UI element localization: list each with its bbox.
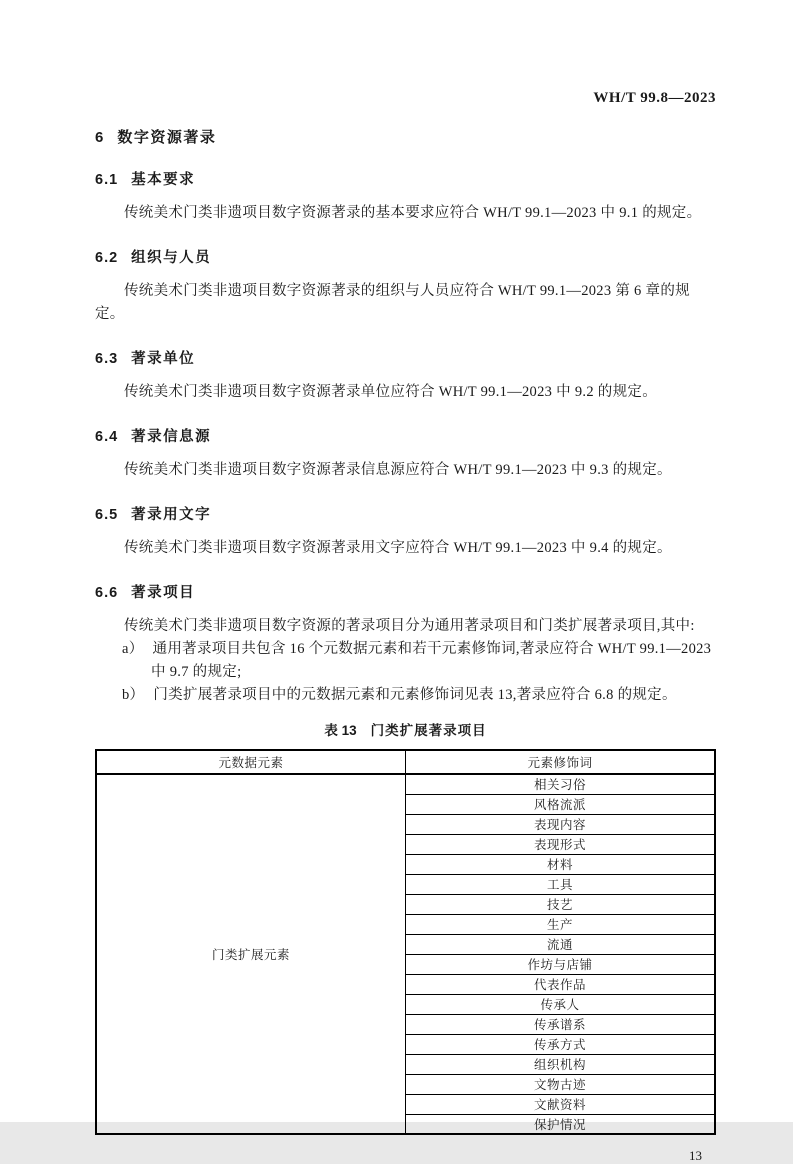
- clause-number: 6.5: [95, 507, 119, 523]
- clause-number: 6.6: [95, 585, 119, 601]
- list-text-a: 通用著录项目共包含 16 个元数据元素和若干元素修饰词,著录应符合 WH/T 99.1—2023 中 9.7 的规定;: [151, 641, 712, 680]
- clause-title: 组织与人员: [131, 250, 212, 266]
- table-caption-label: 表 13: [324, 723, 357, 738]
- clause-title: 数字资源著录: [117, 129, 217, 146]
- clause-title: 著录项目: [131, 585, 196, 601]
- clause-6-2-heading: [95, 246, 716, 267]
- clause-6-4-body: 传统美术门类非遗项目数字资源著录信息源应符合 WH/T 99.1—2023 中 9.3 的规定。: [124, 462, 672, 478]
- qualifier-cell: 生产: [406, 914, 716, 934]
- clause-6-6-heading: [95, 581, 716, 602]
- qualifier-cell: 传承方式: [406, 1034, 716, 1054]
- clause-6-5-body: 传统美术门类非遗项目数字资源著录用文字应符合 WH/T 99.1—2023 中 9.4 的规定。: [124, 540, 672, 556]
- qualifier-cell: 表现形式: [406, 834, 716, 854]
- table-13: [95, 749, 716, 1135]
- list-marker-b: b）: [122, 687, 145, 703]
- qualifier-cell: 流通: [406, 934, 716, 954]
- qualifier-cell: 文物古迹: [406, 1074, 716, 1094]
- qualifier-cell: 作坊与店铺: [406, 954, 716, 974]
- table-caption-title: 门类扩展著录项目: [370, 723, 487, 738]
- column-header-element-qualifier: 元素修饰词: [406, 750, 716, 774]
- clause-number: 6.4: [95, 429, 119, 445]
- clause-6-5-heading: [95, 503, 716, 524]
- table-13-caption: [95, 719, 716, 739]
- qualifier-cell: 材料: [406, 854, 716, 874]
- list-item-b: [95, 684, 716, 707]
- table-header-row: [96, 750, 715, 774]
- clause-number: 6.2: [95, 250, 119, 266]
- qualifier-cell: 风格流派: [406, 794, 716, 814]
- qualifier-cell: 传承人: [406, 994, 716, 1014]
- clause-6-4-heading: [95, 425, 716, 446]
- qualifier-cell: 组织机构: [406, 1054, 716, 1074]
- qualifier-cell: 技艺: [406, 894, 716, 914]
- clause-title: 基本要求: [131, 172, 196, 188]
- table-row: [96, 774, 715, 794]
- qualifier-cell: 相关习俗: [406, 774, 716, 794]
- clause-6-heading: [95, 126, 716, 147]
- merged-cell-category-extension-element: 门类扩展元素: [96, 774, 406, 1134]
- qualifier-cell: 传承谱系: [406, 1014, 716, 1034]
- clause-6-1-body: 传统美术门类非遗项目数字资源著录的基本要求应符合 WH/T 99.1—2023 中 9.1 的规定。: [124, 205, 702, 221]
- qualifier-cell: 工具: [406, 874, 716, 894]
- clause-number: 6.3: [95, 351, 119, 367]
- column-header-metadata-element: 元数据元素: [96, 750, 406, 774]
- list-text-b: 门类扩展著录项目中的元数据元素和元素修饰词见表 13,著录应符合 6.8 的规定。: [153, 687, 677, 703]
- clause-title: 著录用文字: [131, 507, 212, 523]
- clause-6-3-heading: [95, 347, 716, 368]
- clause-6-6-intro: 传统美术门类非遗项目数字资源的著录项目分为通用著录项目和门类扩展著录项目,其中:: [124, 618, 695, 634]
- qualifier-cell: 文献资料: [406, 1094, 716, 1114]
- clause-number: 6.1: [95, 172, 119, 188]
- clause-6-3-body: 传统美术门类非遗项目数字资源著录单位应符合 WH/T 99.1—2023 中 9.2 的规定。: [124, 384, 658, 400]
- list-marker-a: a）: [122, 641, 144, 657]
- qualifier-cell: 保护情况: [406, 1114, 716, 1134]
- clause-number: 6: [95, 129, 105, 146]
- list-item-a: [95, 638, 716, 684]
- page-number: 13: [689, 1148, 702, 1163]
- clause-title: 著录信息源: [131, 429, 212, 445]
- qualifier-cell: 表现内容: [406, 814, 716, 834]
- clause-title: 著录单位: [131, 351, 196, 367]
- clause-6-2-body: 传统美术门类非遗项目数字资源著录的组织与人员应符合 WH/T 99.1—2023 第 6 章的规定。: [95, 283, 690, 322]
- qualifier-cell: 代表作品: [406, 974, 716, 994]
- standard-code-header: WH/T 99.8—2023: [593, 90, 716, 106]
- clause-6-1-heading: [95, 168, 716, 189]
